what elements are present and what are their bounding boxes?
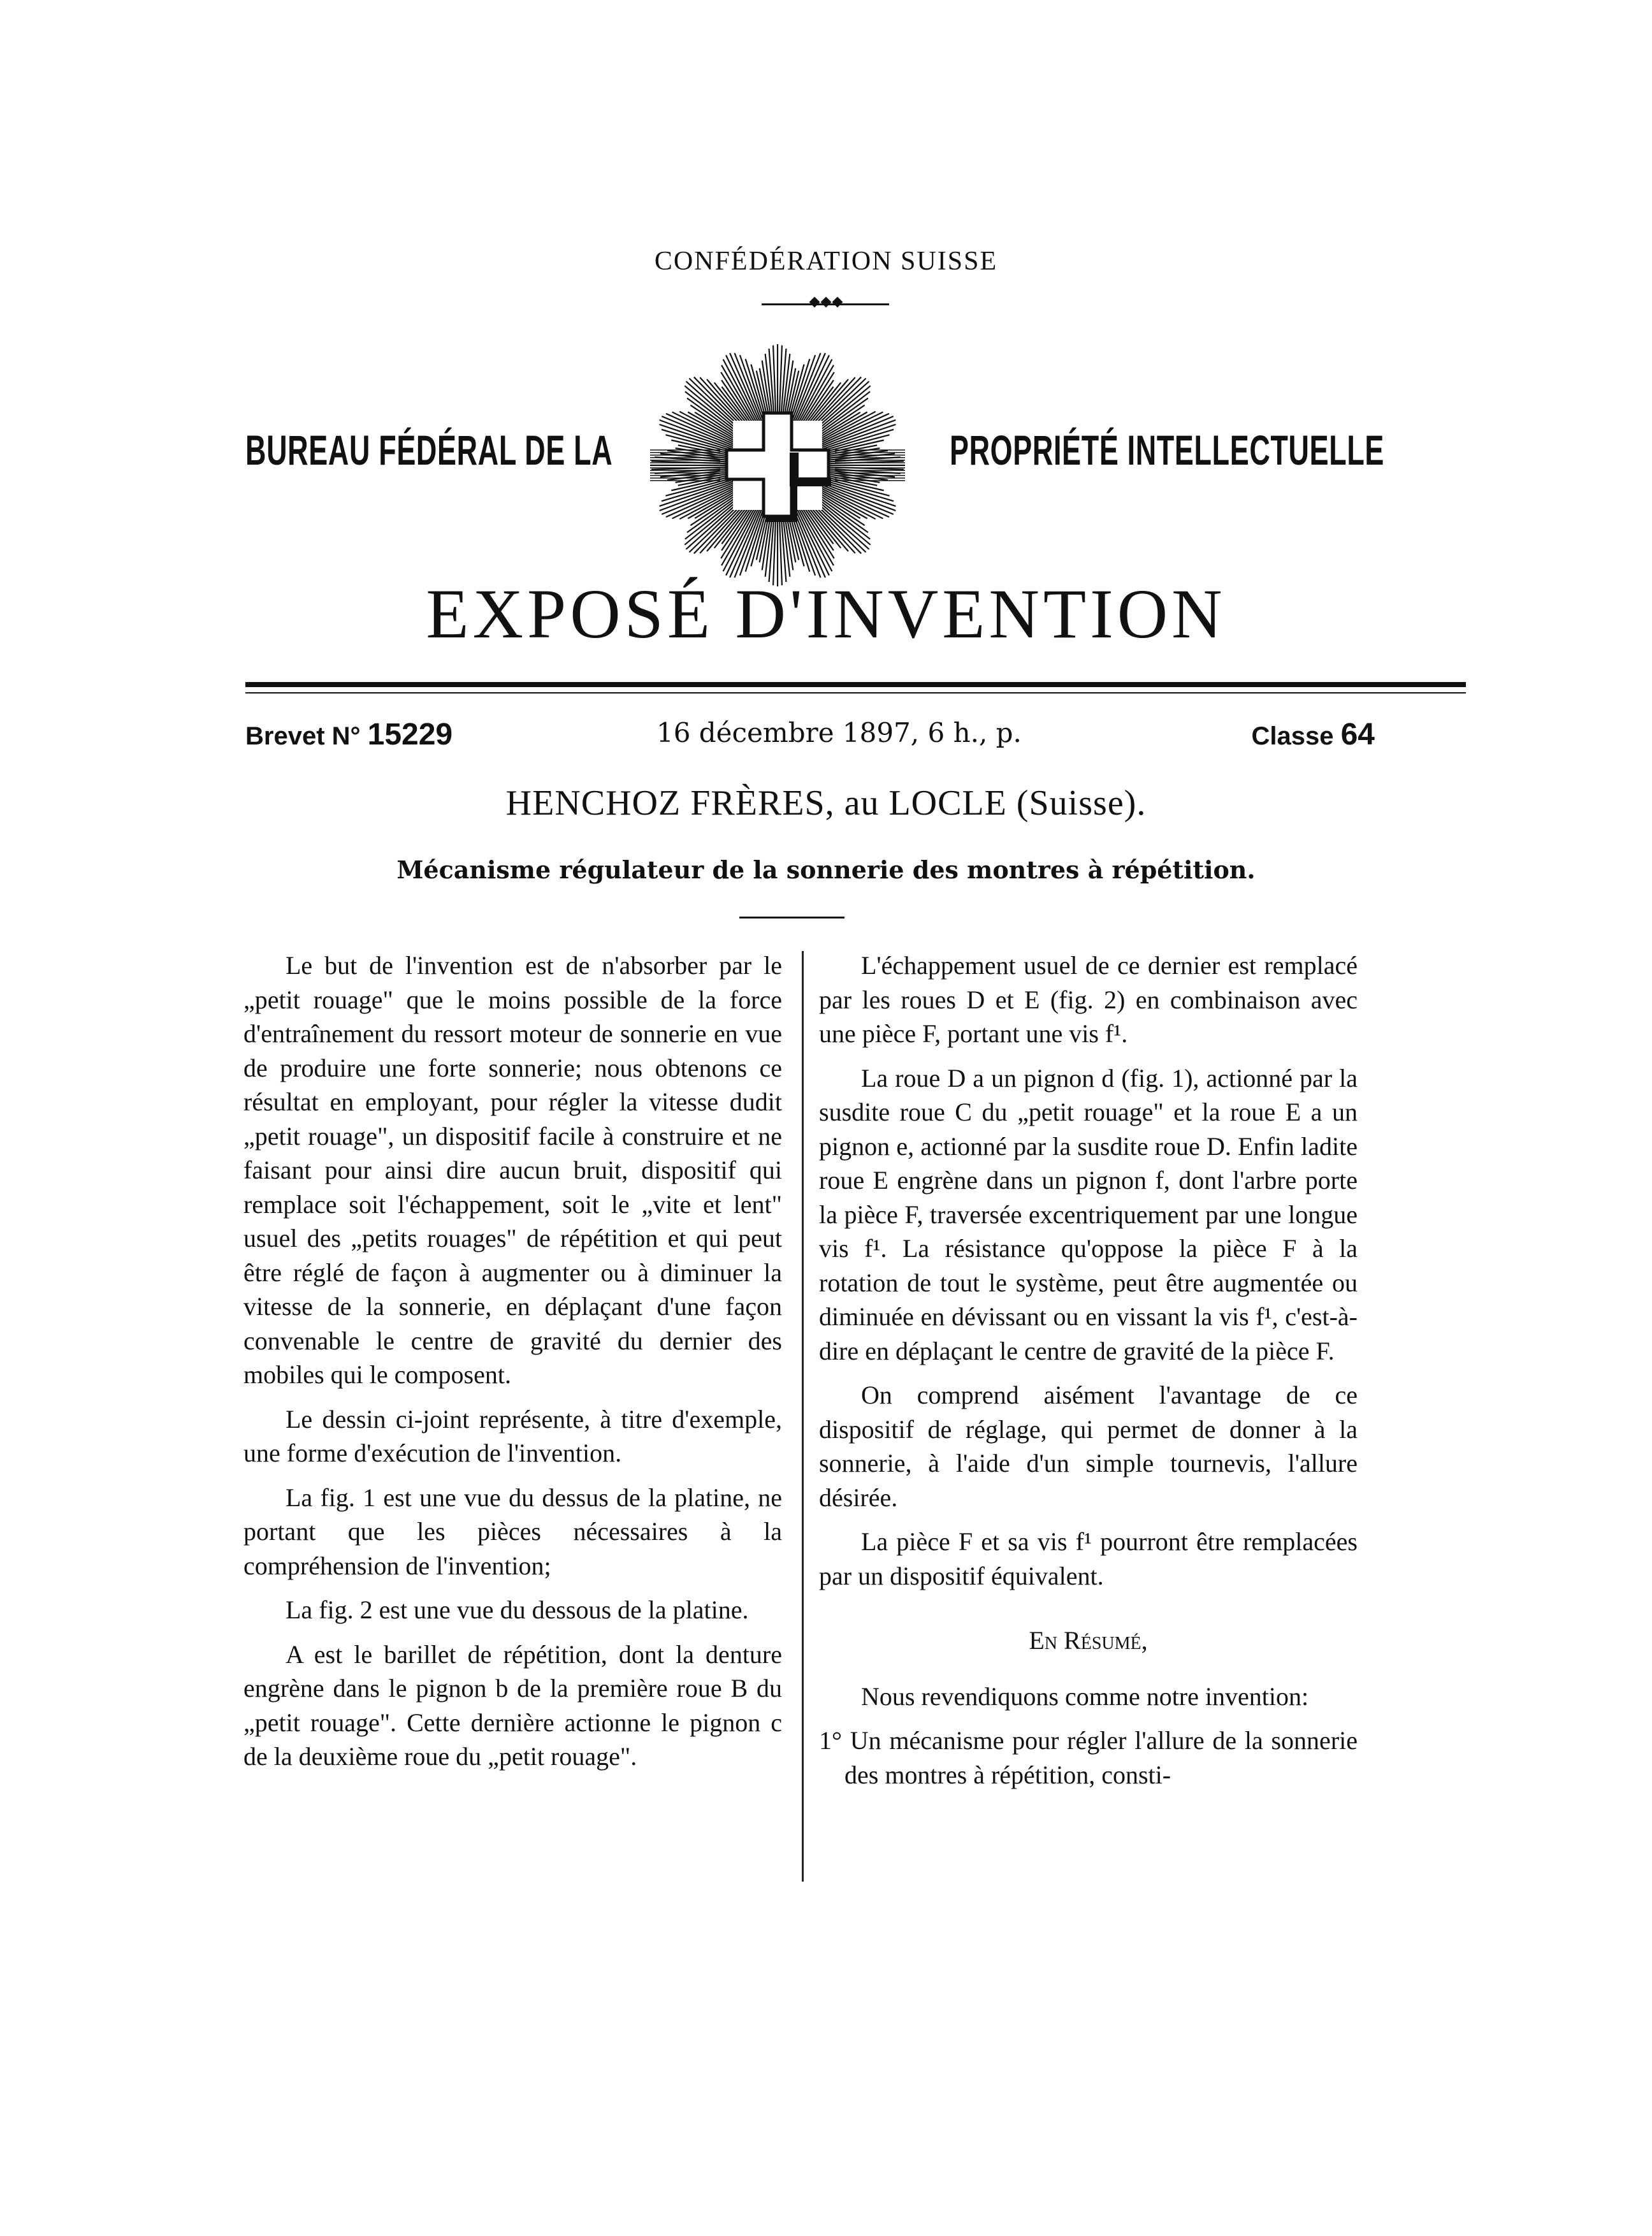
paragraph: A est le barillet de répétition, dont la denture engrène dans le pignon b de la première roue B du „petit rouage". Cette dernière actionne le pignon c de la deuxième roue du „petit rouage".	[243, 1639, 782, 1771]
patent-class	[1252, 717, 1375, 752]
invention-title: Mécanisme régulateur de la sonnerie des montres à répétition.	[396, 855, 1256, 884]
document-type-heading: EXPOSÉ D'INVENTION	[426, 575, 1226, 653]
paragraph: Le but de l'invention est de n'absorber par le „petit rouage" que le moins possible de la force d'entraînement du ressort moteur de sonnerie en vue de produire une forte sonnerie; nous obtenons ce résultat en employant, pour régler la vitesse dudit „petit rouage", un dispositif facile à construire et ne faisant pour ainsi dire aucun bruit, dispositif qui remplace soit l'échappement, soit le „vite et lent" usuel des „petits rouages" de répétition et qui peut être réglé de façon à augmenter ou à diminuer la vitesse de la sonnerie, en déplaçant d'une façon convenable le centre de gravité du dernier des mobiles qui le composent.	[243, 951, 782, 1389]
ornament-dot	[809, 297, 820, 308]
title-rule	[739, 917, 844, 918]
paragraph: L'échappement usuel de ce dernier est remplacé par les roues D et E (fig. 2) en combinaison avec une pièce F, portant une vis f¹.	[819, 951, 1358, 1048]
left-column	[243, 948, 782, 1784]
header-rule-thin	[245, 692, 1466, 693]
paragraph: La fig. 2 est une vue du dessous de la platine.	[286, 1595, 749, 1624]
paragraph: On comprend aisément l'avantage de ce dispositif de réglage, qui permet de donner à la sonnerie, à l'aide d'un simple tournevis, l'allure désirée.	[819, 1381, 1358, 1512]
bureau-title-right: PROPRIÉTÉ INTELLECTUELLE	[949, 426, 1384, 474]
applicant: HENCHOZ FRÈRES, au LOCLE (Suisse).	[505, 783, 1147, 823]
brevet-number	[245, 717, 453, 752]
paragraph: La fig. 1 est une vue du dessus de la platine, ne portant que les pièces nécessaires à la compréhension de l'invention;	[243, 1483, 782, 1580]
classe-number-value: 64	[1340, 718, 1375, 751]
summary-heading: En Résumé,	[1029, 1626, 1148, 1655]
classe-label: Classe	[1251, 722, 1334, 750]
filing-date: 16 décembre 1897, 6 h., p.	[656, 717, 1022, 748]
paragraph: Le dessin ci-joint représente, à titre d'exemple, une forme d'exécution de l'invention.	[243, 1404, 782, 1467]
claims-intro: Nous revendiquons comme notre invention:	[861, 1681, 1309, 1711]
confederation-heading: CONFÉDÉRATION SUISSE	[654, 247, 998, 276]
claim-item: 1° Un mécanisme pour régler l'allure de la sonnerie des montres à répétition, consti-	[819, 1726, 1358, 1789]
header-rule-thick	[245, 682, 1466, 687]
bureau-title-left: BUREAU FÉDÉRAL DE LA	[245, 426, 613, 474]
ornament-dot	[821, 297, 832, 308]
right-column	[819, 948, 1358, 1802]
brevet-number-value: 15229	[367, 718, 453, 751]
swiss-cross-starburst-icon	[625, 331, 931, 586]
brevet-label: Brevet N°	[245, 722, 361, 750]
paragraph: La pièce F et sa vis f¹ pourront être remplacées par un dispositif équivalent.	[819, 1527, 1358, 1590]
column-divider	[802, 951, 804, 1882]
ornament-dot	[832, 297, 843, 308]
paragraph: La roue D a un pignon d (fig. 1), actionné par la susdite roue C du „petit rouage" et la roue E a un pignon e, actionné par la susdite roue D. Enfin ladite roue E engrène dans un pignon f, dont l'arbre porte la pièce F, traversée excentriquement par une longue vis f¹. La résistance qu'oppose la pièce F à la rotation de tout le système, peut être augmentée ou diminuée en dévissant ou en vissant la vis f¹, c'est-à-dire en déplaçant le centre de gravité de la pièce F.	[819, 1063, 1358, 1365]
